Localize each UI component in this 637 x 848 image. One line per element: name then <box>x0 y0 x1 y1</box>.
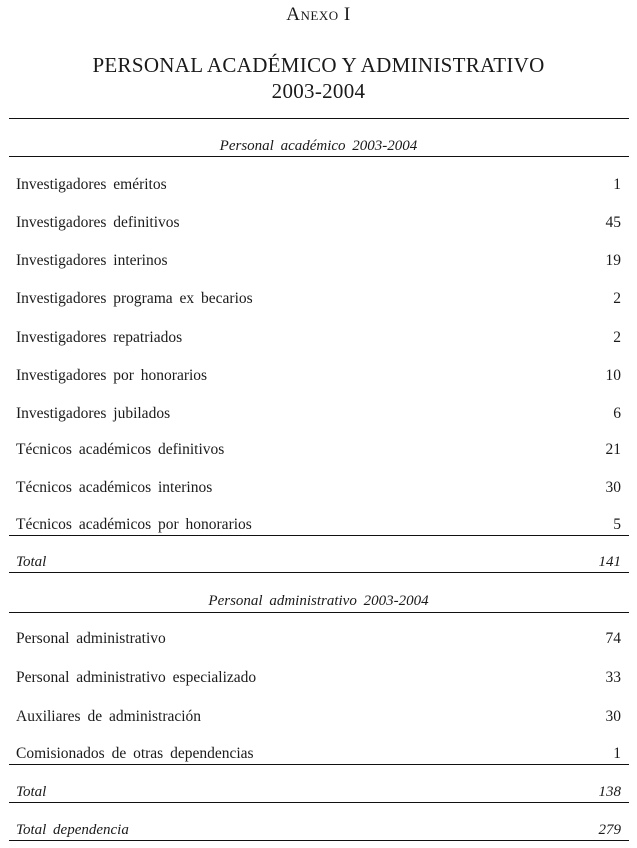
row-label: Investigadores por honorarios <box>16 367 208 384</box>
row-value: 74 <box>605 630 621 647</box>
administrative-total-row <box>16 784 621 804</box>
table-row <box>16 367 621 387</box>
grand-total-value: 279 <box>598 822 621 838</box>
row-label: Investigadores eméritos <box>16 176 167 193</box>
row-label: Investigadores interinos <box>16 252 168 269</box>
row-label: Auxiliares de administración <box>16 708 202 725</box>
row-value: 45 <box>605 214 621 231</box>
row-label: Investigadores programa ex becarios <box>16 290 253 307</box>
row-value: 21 <box>605 441 621 458</box>
administrative-section-header: Personal administrativo 2003-2004 <box>208 593 429 609</box>
page-title <box>0 52 637 104</box>
grand-total-row <box>16 822 621 842</box>
academic-section-header: Personal académico 2003-2004 <box>219 138 418 154</box>
row-value: 33 <box>605 669 621 686</box>
row-label: Personal administrativo especializado <box>16 669 257 686</box>
total-value: 141 <box>598 554 621 570</box>
row-value: 1 <box>613 745 621 762</box>
table-row <box>16 405 621 425</box>
academic-rows-rule <box>9 535 629 536</box>
total-label: Total <box>16 554 47 570</box>
academic-total-rule <box>9 572 629 573</box>
row-label: Investigadores definitivos <box>16 214 180 231</box>
table-row <box>16 516 621 536</box>
table-row <box>16 252 621 272</box>
table-row <box>16 441 621 461</box>
row-value: 10 <box>605 367 621 384</box>
title-line-1: PERSONAL ACADÉMICO Y ADMINISTRATIVO <box>92 53 545 77</box>
academic-header-rule <box>9 156 629 157</box>
row-label: Comisionados de otras dependencias <box>16 745 254 762</box>
total-label: Total <box>16 784 47 800</box>
academic-total-row <box>16 554 621 574</box>
row-value: 30 <box>605 708 621 725</box>
row-label: Investigadores jubilados <box>16 405 171 422</box>
administrative-header-rule <box>9 612 629 613</box>
row-value: 30 <box>605 479 621 496</box>
row-value: 5 <box>613 516 621 533</box>
table-row <box>16 214 621 234</box>
row-value: 2 <box>613 290 621 307</box>
annex-heading: Anexo I <box>286 4 351 25</box>
row-value: 2 <box>613 329 621 346</box>
table-row <box>16 708 621 728</box>
row-label: Investigadores repatriados <box>16 329 183 346</box>
row-value: 1 <box>613 176 621 193</box>
row-label: Técnicos académicos interinos <box>16 479 213 496</box>
row-label: Técnicos académicos por honorarios <box>16 516 252 533</box>
row-value: 6 <box>613 405 621 422</box>
table-row <box>16 290 621 310</box>
table-row <box>16 669 621 689</box>
grand-total-rule <box>9 840 629 841</box>
table-row <box>16 176 621 196</box>
administrative-total-rule <box>9 802 629 803</box>
table-row <box>16 329 621 349</box>
table-row <box>16 745 621 765</box>
total-value: 138 <box>598 784 621 800</box>
title-line-2: 2003-2004 <box>271 79 366 103</box>
row-label: Técnicos académicos definitivos <box>16 441 225 458</box>
grand-total-label: Total dependencia <box>16 822 129 838</box>
table-row <box>16 479 621 499</box>
top-rule <box>9 118 629 119</box>
table-row <box>16 630 621 650</box>
row-label: Personal administrativo <box>16 630 166 647</box>
administrative-rows-rule <box>9 764 629 765</box>
row-value: 19 <box>605 252 621 269</box>
